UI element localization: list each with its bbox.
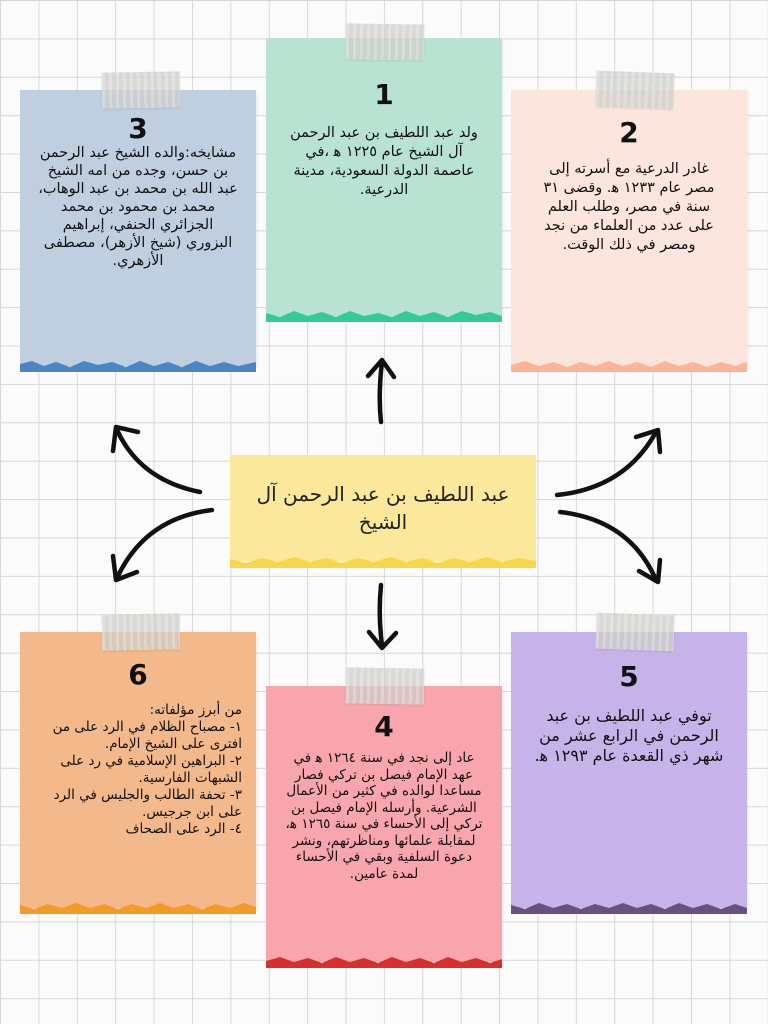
note-number: 5 (619, 660, 639, 693)
note-4 (266, 686, 502, 962)
note-text-line: ٢- البراهين الإسلامية في رد على الشبهات الفارسية. (60, 753, 242, 786)
note-text: عاد إلى نجد في سنة ١٢٦٤ ﻫ في عهد الإمام فيصل بن تركي فصار مساعدا لوالده في كثير من الأعمال الشرعية. وأرسله الإمام فيصل بن تركي إلى الأحساء في سنة ١٢٦٥ ﻫ، لمقابلة علمائها ومناظرتهم، ونشر دعوة السلفية وبقي في الأحساء لمدة عامين. (285, 750, 483, 882)
central-topic (230, 455, 536, 561)
note-text (34, 702, 242, 838)
note-6 (20, 632, 256, 908)
torn-edge (266, 308, 502, 322)
arrow-to-note-4 (369, 585, 396, 648)
torn-edge (266, 954, 502, 968)
torn-edge (230, 554, 536, 568)
note-number: 1 (374, 78, 394, 111)
torn-edge (20, 358, 256, 372)
note-1 (266, 38, 502, 316)
arrow-to-note-3 (113, 427, 200, 492)
note-3 (20, 90, 256, 366)
note-text: مشايخه:والده الشيخ عبد الرحمن بن حسن، وجده من امه الشيخ عبد الله بن محمد بن عبد الوهاب، محمد بن محمود بن محمد الجزائري الحنفي، إبراهيم البزوري (شيخ الأزهر)، مصطفى الأزهري. (38, 145, 238, 269)
note-number: 6 (128, 658, 148, 691)
tape (595, 71, 674, 110)
note-number: 4 (374, 710, 394, 743)
torn-edge (511, 358, 747, 372)
torn-edge (20, 900, 256, 914)
torn-edge (511, 900, 747, 914)
note-2 (511, 90, 747, 366)
central-topic-title: عبد اللطيف بن عبد الرحمن آل الشيخ (256, 482, 510, 534)
note-text: توفي عبد اللطيف بن عبد الرحمن في الرابع عشر من شهر ذي القعدة عام ١٢٩٣ ﻫ. (534, 706, 724, 765)
note-text-line: ٣- تحفة الطالب والجليس في الرد على ابن جرجيس. (53, 787, 242, 820)
arrow-to-note-2 (557, 430, 660, 495)
arrow-to-note-5 (560, 512, 660, 582)
note-5 (511, 632, 747, 908)
tape (102, 613, 181, 650)
arrow-to-note-1 (368, 360, 394, 422)
tape (595, 613, 674, 652)
note-text: غادر الدرعية مع أسرته إلى مصر عام ١٢٣٣ ﻫ. وقضى ٣١ سنة في مصر، وطلب العلم على عدد من العلماء من نجد ومصر في ذلك الوقت. (543, 161, 715, 253)
note-text: ولد عبد اللطيف بن عبد الرحمن آل الشيخ عام ١٢٢٥ ﻫ ،في عاصمة الدولة السعودية، مدينة الدرعية. (290, 125, 478, 198)
note-text-line: من أبرز مؤلفاته: (149, 702, 242, 718)
tape (346, 667, 425, 704)
note-number: 3 (128, 112, 148, 145)
note-text-line: ١- مصباح الظلام في الرد على من افترى على الشيخ الإمام. (52, 719, 242, 752)
arrow-to-note-6 (113, 510, 212, 580)
tape (102, 71, 181, 108)
note-text-line: ٤- الرد على الصحاف (125, 821, 242, 837)
tape (346, 23, 425, 60)
note-number: 2 (619, 116, 639, 149)
